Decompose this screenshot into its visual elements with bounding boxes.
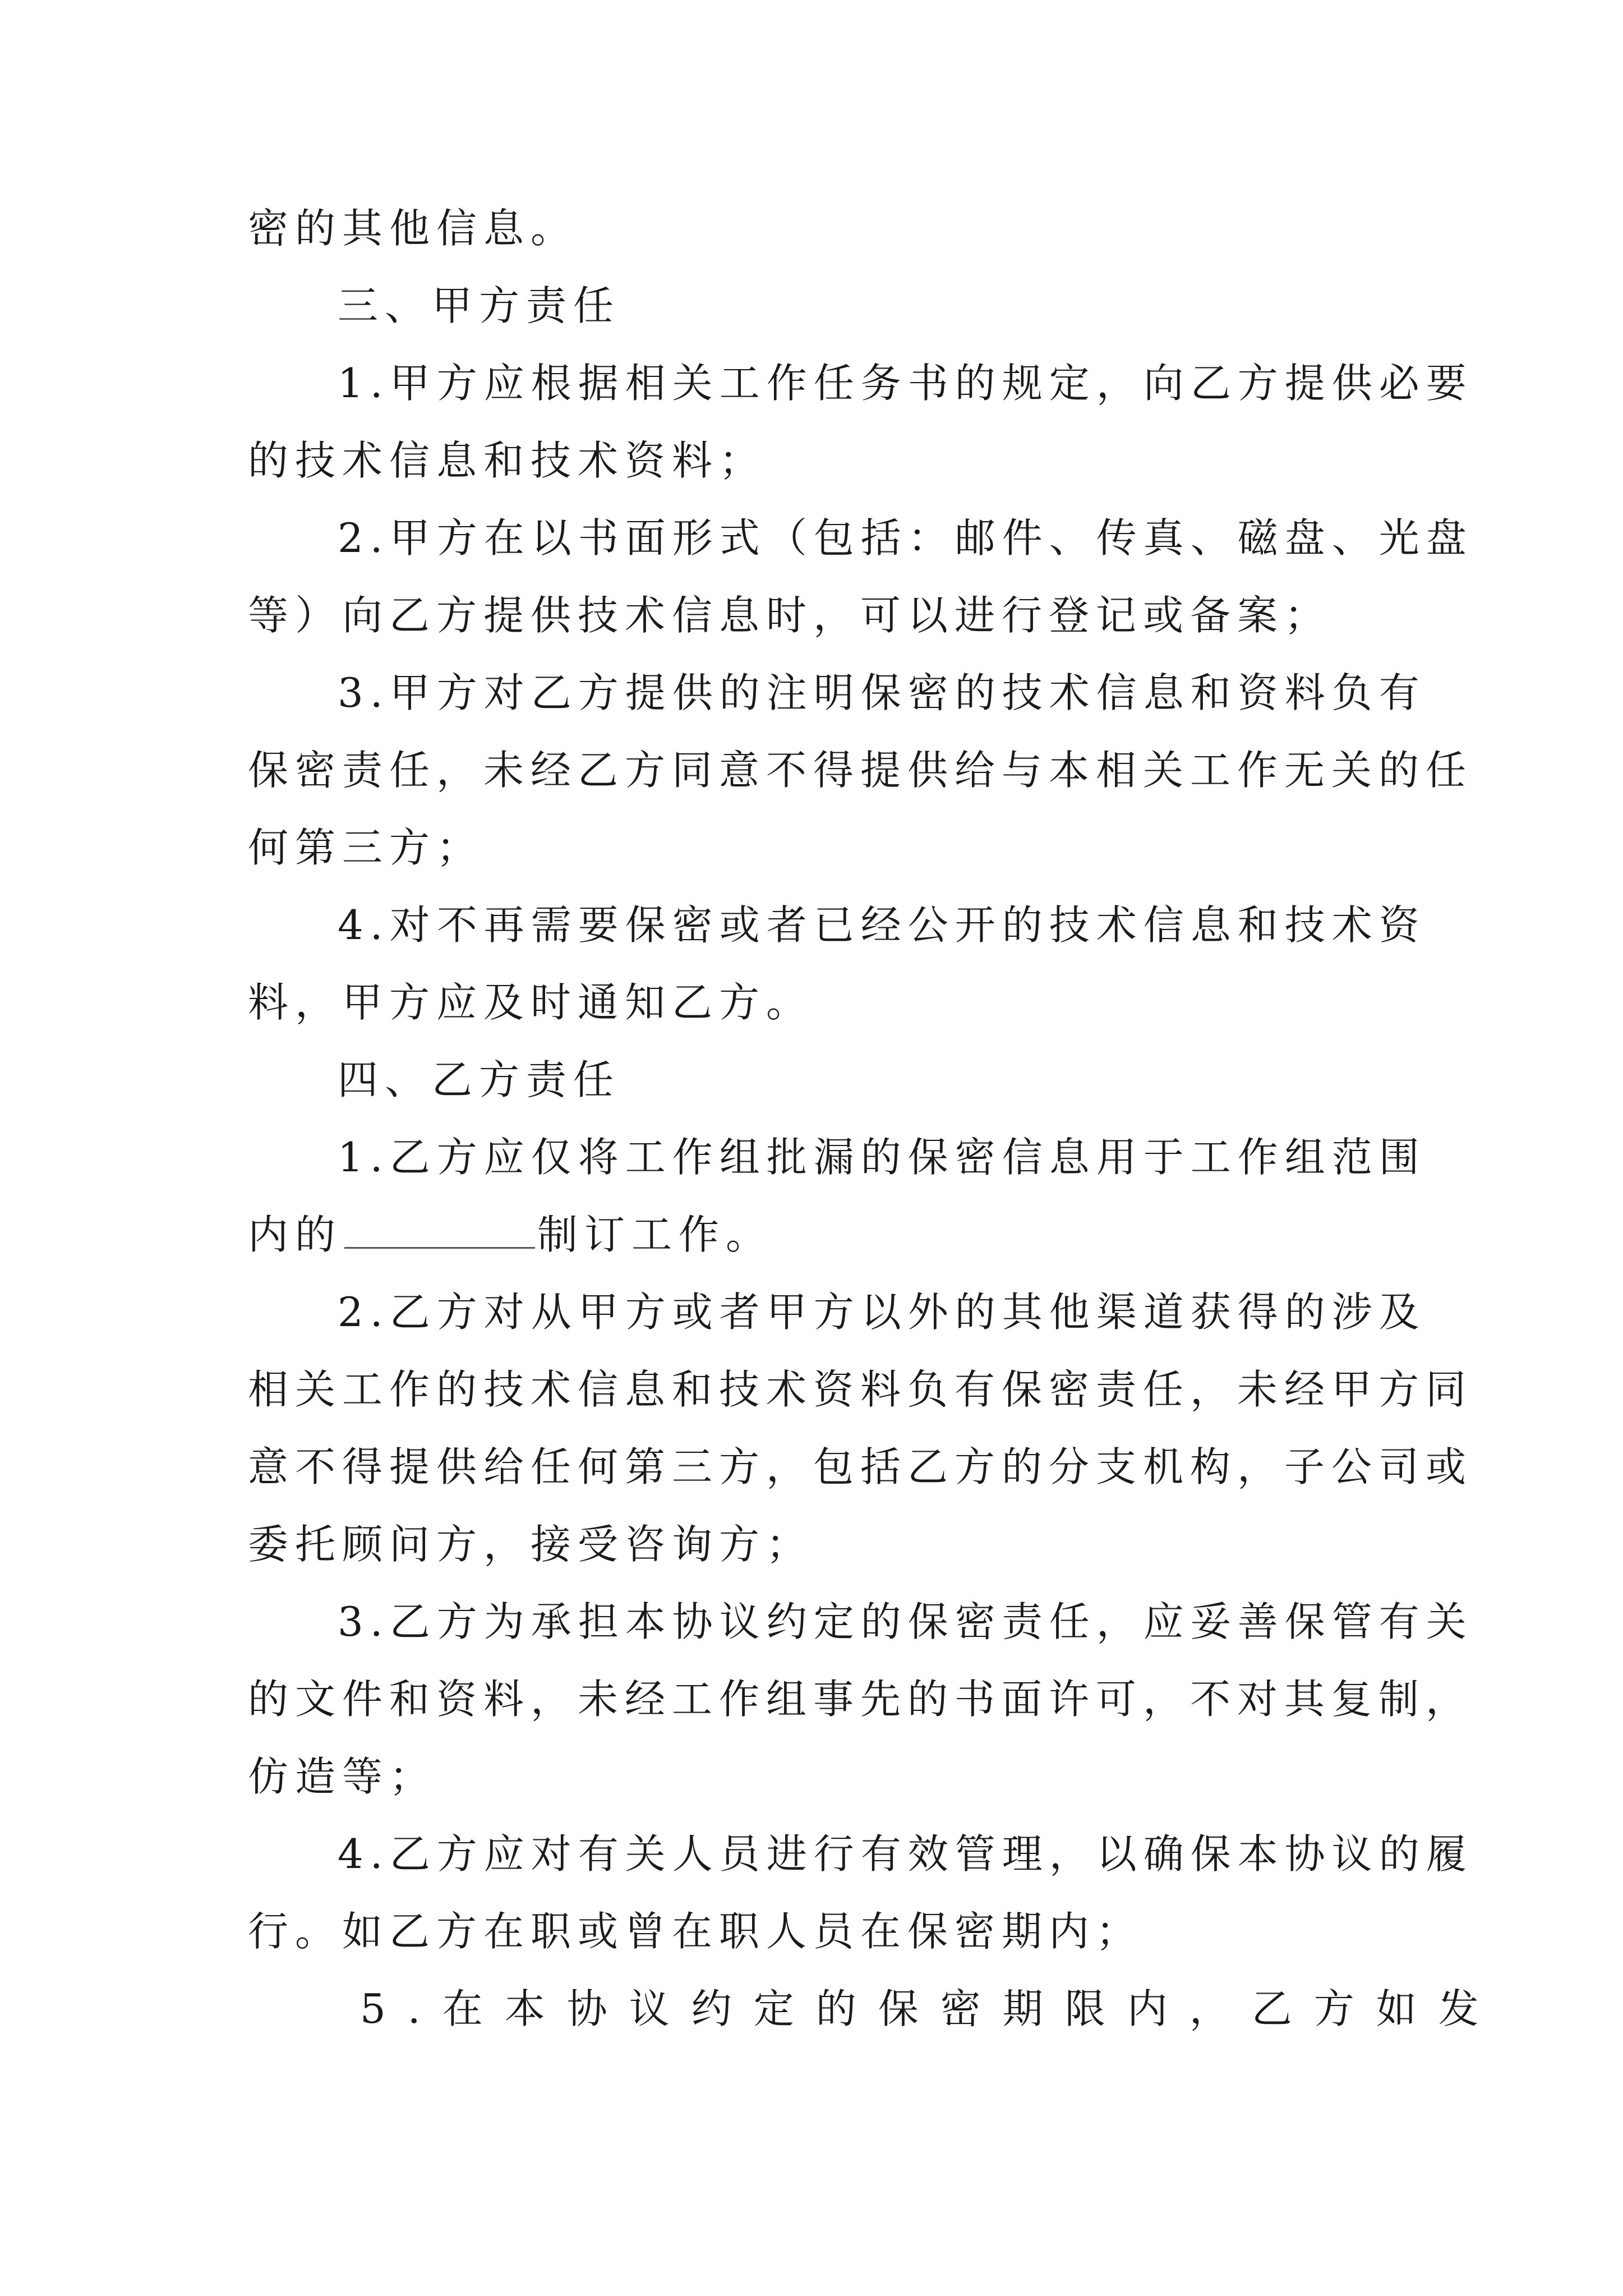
text-line: 保密责任，未经乙方同意不得提供给与本相关工作无关的任 — [248, 747, 1473, 794]
text-fragment: 制订工作。 — [537, 1211, 773, 1258]
text-line: 何第三方； — [248, 824, 484, 871]
text-line: 1.甲方应根据相关工作任务书的规定，向乙方提供必要 — [338, 360, 1473, 407]
text-line: 3.乙方为承担本协议约定的保密责任，应妥善保管有关 — [338, 1598, 1473, 1645]
fill-in-blank — [344, 1213, 535, 1249]
text-line: 2.甲方在以书面形式（包括：邮件、传真、磁盘、光盘 — [338, 514, 1473, 562]
text-line: 的文件和资料，未经工作组事先的书面许可，不对其复制， — [248, 1676, 1473, 1723]
text-line: 1.乙方应仅将工作组批漏的保密信息用于工作组范围 — [338, 1134, 1426, 1181]
text-line: 2.乙方对从甲方或者甲方以外的其他渠道获得的涉及 — [338, 1289, 1426, 1336]
text-fragment: 内的 — [248, 1211, 343, 1258]
document-body — [248, 190, 1501, 2047]
section-heading-party-b: 四、乙方责任 — [338, 1056, 621, 1103]
text-line: 仿造等； — [248, 1753, 437, 1800]
text-line: 4.对不再需要保密或者已经公开的技术信息和技术资 — [338, 901, 1426, 949]
section-heading-party-a: 三、甲方责任 — [338, 282, 621, 329]
text-line: 行。如乙方在职或曾在职人员在保密期内； — [248, 1908, 1144, 1955]
text-line: 委托顾问方，接受咨询方； — [248, 1521, 814, 1568]
text-line: 5.在本协议约定的保密期限内，乙方如发 — [360, 1985, 1501, 2032]
text-line: 密的其他信息。 — [248, 205, 578, 252]
text-line-with-blank — [248, 1196, 1386, 1273]
text-line: 等）向乙方提供技术信息时，可以进行登记或备案； — [248, 592, 1332, 639]
text-line: 3.甲方对乙方提供的注明保密的技术信息和资料负有 — [338, 669, 1426, 716]
text-line: 4.乙方应对有关人员进行有效管理，以确保本协议的履 — [338, 1830, 1473, 1878]
text-line: 意不得提供给任何第三方，包括乙方的分支机构，子公司或 — [248, 1443, 1473, 1490]
text-line: 料，甲方应及时通知乙方。 — [248, 979, 814, 1026]
text-line: 相关工作的技术信息和技术资料负有保密责任，未经甲方同 — [248, 1366, 1473, 1413]
text-line: 的技术信息和技术资料； — [248, 437, 767, 484]
